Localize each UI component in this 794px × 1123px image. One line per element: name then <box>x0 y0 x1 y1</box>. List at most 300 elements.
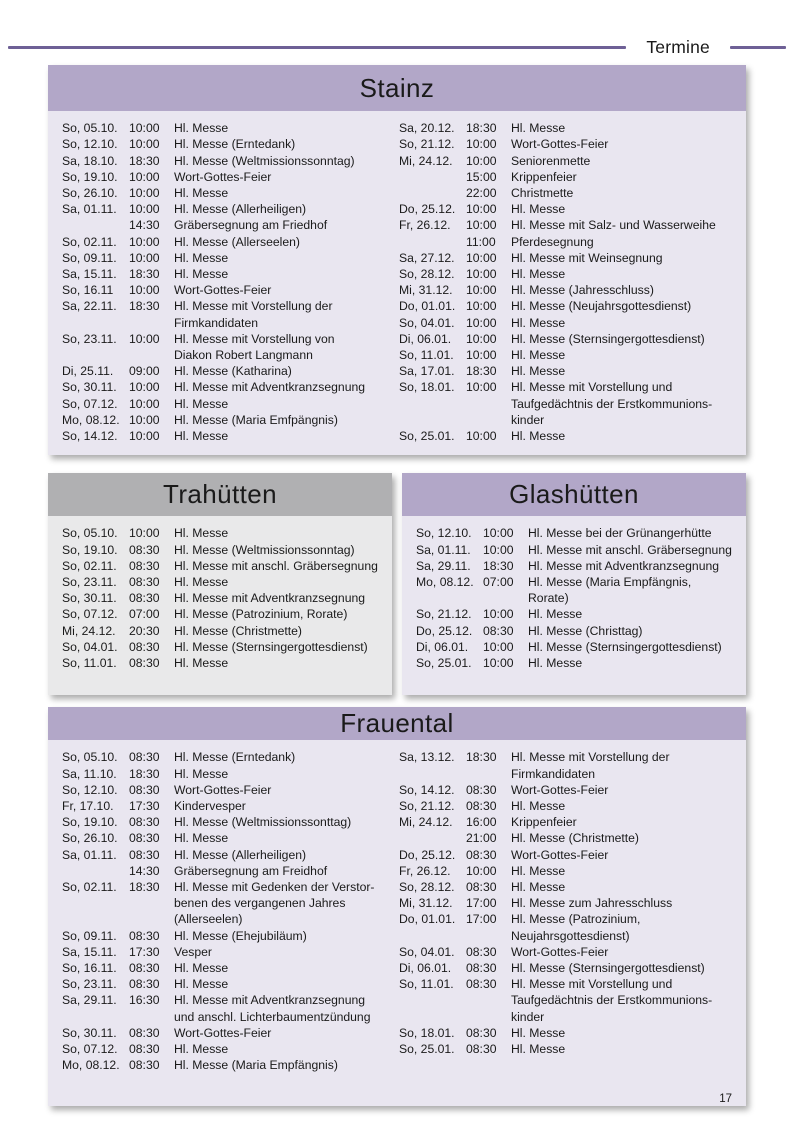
entry-time: 18:30 <box>129 266 160 281</box>
entry-description: Hl. Messe mit Adventkranzsegnung und anschl. Lichterbaumentzündung <box>174 993 371 1024</box>
entry-time: 10:00 <box>466 380 497 395</box>
entry-description: Hl. Messe <box>174 961 229 976</box>
entry-time: 10:00 <box>483 607 514 622</box>
entry-time: 17:30 <box>129 944 160 959</box>
entry-time: 10:00 <box>466 153 497 168</box>
entry-date: Mi, 31.12. <box>399 896 453 911</box>
entry-date: So, 19.10. <box>62 169 118 184</box>
entry-date: So, 05.10. <box>62 121 118 136</box>
entry-description: Hl. Messe <box>174 1042 229 1057</box>
schedule-entry <box>62 217 399 233</box>
entry-time: 18:30 <box>129 299 160 314</box>
entry-date: Mi, 24.12. <box>399 815 453 830</box>
schedule-entry <box>399 798 736 814</box>
schedule-entry <box>416 639 736 655</box>
section-header <box>402 473 746 516</box>
entry-description: Hl. Messe mit Adventkranzsegnung <box>174 380 366 395</box>
entry-time: 10:00 <box>129 137 160 152</box>
entry-date: Sa, 15.11. <box>62 944 117 959</box>
entry-date: So, 16.11 <box>62 283 114 298</box>
entry-description: Hl. Messe (Weltmissionssonntag) <box>174 542 355 557</box>
schedule-column <box>416 525 736 671</box>
page-header-label: Termine <box>646 36 710 57</box>
entry-time: 16:30 <box>129 993 160 1008</box>
entry-date: So, 21.12. <box>399 137 455 152</box>
entry-time: 18:30 <box>483 558 514 573</box>
entry-time: 10:00 <box>466 331 497 346</box>
entry-date: Sa, 17.01. <box>399 364 455 379</box>
entry-time: 10:00 <box>129 526 160 541</box>
entry-description: Hl. Messe <box>511 348 566 362</box>
schedule-entry <box>62 749 399 765</box>
entry-date <box>399 830 466 846</box>
entry-time: 09:00 <box>129 364 160 379</box>
entry-description: Hl. Messe (Weltmissionssonntag) <box>174 153 355 168</box>
schedule-entry <box>399 363 736 379</box>
entry-time: 20:30 <box>129 623 160 638</box>
entry-description: Wort-Gottes-Feier <box>511 847 609 862</box>
entry-description: Hl. Messe <box>528 607 583 622</box>
entry-time: 08:30 <box>129 574 160 589</box>
entry-date: So, 11.01. <box>62 656 117 670</box>
schedule-entry <box>62 863 399 879</box>
schedule-entry <box>399 266 736 282</box>
entry-date: Do, 25.12. <box>399 202 456 217</box>
schedule-entry <box>62 928 399 944</box>
entry-time: 10:00 <box>129 121 160 136</box>
entry-description: Hl. Messe mit Vorstellung der Firmkandidaten <box>174 299 333 330</box>
schedule-entry <box>416 655 736 671</box>
entry-date: So, 18.01. <box>399 380 455 395</box>
entry-description: Vesper <box>174 944 212 959</box>
entry-time: 10:00 <box>129 412 160 427</box>
entry-time: 18:30 <box>129 880 160 894</box>
entry-date: Sa, 22.11. <box>62 299 117 314</box>
entry-description: Pferdesegnung <box>511 234 594 249</box>
section-trahuetten <box>48 473 392 695</box>
schedule-entry <box>62 1041 399 1057</box>
entry-time: 10:00 <box>483 542 514 557</box>
entry-time: 10:00 <box>483 656 514 670</box>
entry-time: 10:00 <box>129 185 160 200</box>
schedule-entry <box>399 863 736 879</box>
entry-date: Di, 25.11. <box>62 364 114 379</box>
entry-time: 10:00 <box>466 250 497 265</box>
entry-description: Hl. Messe mit Adventkranzsegnung <box>174 591 366 606</box>
entry-date <box>399 169 466 185</box>
entry-date: So, 18.01. <box>399 1025 455 1040</box>
schedule-entry <box>62 542 382 558</box>
entry-description: Hl. Messe (Sternsingergottesdienst) <box>511 331 705 346</box>
entry-date: Sa, 15.11. <box>62 266 117 281</box>
entry-time: 15:00 <box>466 169 497 184</box>
entry-time: 10:00 <box>466 429 497 444</box>
entry-date: Di, 06.01. <box>399 331 452 346</box>
schedule-entry <box>62 782 399 798</box>
entry-date: Sa, 20.12. <box>399 121 455 136</box>
entry-description: Hl. Messe (Patrozinium, Neujahrsgottesdienst) <box>511 912 641 943</box>
schedule-entry <box>399 814 736 830</box>
entry-time: 08:30 <box>466 782 497 797</box>
entry-date: So, 11.01. <box>399 977 454 992</box>
schedule-entry <box>62 879 399 928</box>
schedule-entry <box>416 623 736 639</box>
schedule-entry <box>62 814 399 830</box>
entry-time: 10:00 <box>466 202 497 217</box>
entry-description: Wort-Gottes-Feier <box>174 1025 272 1040</box>
entry-date: So, 23.11. <box>62 574 117 589</box>
entry-description: Hl. Messe <box>528 656 583 670</box>
entry-description: Hl. Messe (Erntedank) <box>174 137 296 152</box>
entry-date: So, 23.11. <box>62 977 117 992</box>
entry-description: Wort-Gottes-Feier <box>174 283 272 298</box>
schedule-entry <box>62 847 399 863</box>
schedule-entry <box>62 234 399 250</box>
entry-date <box>62 217 129 233</box>
schedule-entry <box>62 944 399 960</box>
entry-date: So, 07.12. <box>62 1042 118 1057</box>
entry-date: So, 30.11. <box>62 1025 117 1040</box>
schedule-entry <box>416 525 736 541</box>
schedule-entry <box>399 749 736 781</box>
entry-date: So, 28.12. <box>399 880 455 894</box>
entry-date: Sa, 11.10. <box>62 766 117 781</box>
entry-date: So, 14.12. <box>62 429 118 444</box>
schedule-entry <box>62 1057 399 1073</box>
entry-time: 08:30 <box>129 656 160 670</box>
entry-date: So, 09.11. <box>62 250 117 265</box>
entry-time: 08:30 <box>129 1058 160 1073</box>
schedule-entry <box>62 250 399 266</box>
entry-date: Di, 06.01. <box>416 639 469 654</box>
section-title: Stainz <box>359 73 435 103</box>
entry-date: So, 30.11. <box>62 591 117 606</box>
entry-description: Hl. Messe (Neujahrsgottesdienst) <box>511 299 692 314</box>
schedule-entry <box>399 879 736 895</box>
schedule-entry <box>399 234 736 250</box>
schedule-entry <box>62 558 382 574</box>
schedule-entry <box>399 782 736 798</box>
entry-description: Hl. Messe (Weltmissionssonttag) <box>174 815 352 830</box>
entry-date: Sa, 01.11. <box>416 542 471 557</box>
schedule-entry <box>399 428 736 444</box>
section-header <box>48 473 392 516</box>
schedule-entry <box>399 217 736 233</box>
entry-time: 14:30 <box>129 218 160 233</box>
entry-date: Sa, 13.12. <box>399 750 455 765</box>
entry-time: 10:00 <box>483 639 514 654</box>
entry-description: Hl. Messe (Sternsingergottesdienst) <box>511 961 705 976</box>
entry-date: So, 12.10. <box>416 526 472 541</box>
entry-description: Hl. Messe zum Jahresschluss <box>511 896 673 911</box>
schedule-entry <box>62 976 399 992</box>
entry-description: Hl. Messe <box>511 266 566 281</box>
entry-description: Hl. Messe <box>511 315 566 330</box>
entry-date: So, 11.01. <box>399 348 454 362</box>
schedule-entry <box>399 944 736 960</box>
entry-time: 10:00 <box>129 250 160 265</box>
entry-time: 14:30 <box>129 863 160 878</box>
entry-date: Sa, 29.11. <box>62 993 117 1008</box>
schedule-content <box>48 65 746 1123</box>
entry-date: So, 02.11. <box>62 880 117 894</box>
entry-date: Sa, 18.10. <box>62 153 118 168</box>
header-rule-right <box>730 46 786 49</box>
entry-description: Hl. Messe mit Weinsegnung <box>511 250 663 265</box>
schedule-column <box>399 749 736 1095</box>
entry-time: 08:30 <box>129 782 160 797</box>
schedule-entry <box>399 120 736 136</box>
entry-date: So, 04.01. <box>399 315 455 330</box>
entry-description: Hl. Messe (Jahresschluss) <box>511 283 654 298</box>
entry-time: 18:30 <box>129 766 160 781</box>
schedule-entry <box>416 558 736 574</box>
entry-time: 10:00 <box>129 169 160 184</box>
schedule-entry <box>399 169 736 185</box>
entry-date: So, 02.11. <box>62 234 117 249</box>
entry-time: 10:00 <box>466 218 497 233</box>
entry-date: Sa, 01.11. <box>62 202 117 217</box>
entry-time: 08:30 <box>129 831 160 846</box>
entry-description: Hl. Messe <box>174 831 229 846</box>
entry-description: Wort-Gottes-Feier <box>174 782 272 797</box>
entry-date: Fr, 26.12. <box>399 218 451 233</box>
entry-description: Hl. Messe (Allerheiligen) <box>174 202 307 217</box>
schedule-entry <box>62 1025 399 1041</box>
entry-date: Di, 06.01. <box>399 961 452 976</box>
entry-date: Mi, 31.12. <box>399 283 453 298</box>
entry-time: 16:00 <box>466 815 497 830</box>
schedule-column <box>62 749 399 1095</box>
entry-description: Hl. Messe (Sternsingergottesdienst) <box>174 639 368 654</box>
entry-date: Do, 01.01. <box>399 299 456 314</box>
section-stainz <box>48 65 746 455</box>
schedule-column <box>399 120 736 444</box>
entry-description: Wort-Gottes-Feier <box>511 137 609 152</box>
entry-description: Hl. Messe <box>511 364 566 379</box>
schedule-entry <box>399 136 736 152</box>
schedule-entry <box>62 282 399 298</box>
entry-time: 10:00 <box>129 429 160 444</box>
entry-description: Wort-Gottes-Feier <box>511 782 609 797</box>
entry-description: Hl. Messe <box>174 526 229 541</box>
schedule-entry <box>62 185 399 201</box>
entry-time: 10:00 <box>466 299 497 314</box>
entry-time: 08:30 <box>129 591 160 606</box>
entry-date: So, 25.01. <box>416 656 472 670</box>
schedule-entry <box>416 606 736 622</box>
entry-date: So, 05.10. <box>62 750 118 765</box>
section-glashuetten <box>402 473 746 695</box>
entry-description: Hl. Messe <box>511 202 566 217</box>
entry-time: 10:00 <box>129 380 160 395</box>
section-header <box>48 65 746 111</box>
entry-description: Hl. Messe (Maria Empfängnis) <box>174 1058 338 1073</box>
entry-description: Hl. Messe mit Vorstellung der Firmkandidaten <box>511 750 670 781</box>
entry-date: Mo, 08.12. <box>62 1058 120 1073</box>
entry-description: Gräbersegnung am Freidhof <box>174 863 328 878</box>
schedule-entry <box>399 960 736 976</box>
schedule-entry <box>62 120 399 136</box>
entry-description: Hl. Messe <box>174 574 229 589</box>
entry-date: So, 19.10. <box>62 542 118 557</box>
section-frauental <box>48 707 746 1106</box>
entry-description: Hl. Messe mit anschl. Gräbersegnung <box>174 558 378 573</box>
entry-time: 08:30 <box>129 1025 160 1040</box>
entry-time: 10:00 <box>466 348 497 362</box>
entry-date: So, 16.11. <box>62 961 117 976</box>
schedule-entry <box>62 960 399 976</box>
entry-time: 18:30 <box>466 121 497 136</box>
schedule-entry <box>399 153 736 169</box>
schedule-entry <box>399 1041 736 1057</box>
entry-date: Mo, 08.12. <box>416 574 474 589</box>
schedule-entry <box>399 347 736 363</box>
entry-time: 10:00 <box>129 331 160 346</box>
schedule-entry <box>62 379 399 395</box>
schedule-entry <box>62 525 382 541</box>
entry-date: Mi, 24.12. <box>399 153 453 168</box>
entry-description: Hl. Messe mit Gedenken der Verstor- benen des vergangenen Jahres (Allerseelen) <box>174 880 375 927</box>
entry-description: Hl. Messe <box>174 656 229 670</box>
section-title: Glashütten <box>509 479 639 510</box>
entry-description: Hl. Messe (Christmette) <box>174 623 302 638</box>
schedule-entry <box>399 201 736 217</box>
header-rule-left <box>8 46 626 49</box>
entry-date: So, 14.12. <box>399 782 455 797</box>
half-panels-row <box>48 473 746 695</box>
entry-date: So, 21.12. <box>399 798 455 813</box>
entry-description: Hl. Messe mit anschl. Gräbersegnung <box>528 542 732 557</box>
entry-time: 10:00 <box>466 266 497 281</box>
section-title: Trahütten <box>163 479 277 510</box>
entry-date: So, 04.01. <box>62 639 118 654</box>
entry-description: Hl. Messe (Patrozinium, Rorate) <box>174 607 348 622</box>
entry-time: 10:00 <box>129 283 160 298</box>
schedule-entry <box>62 136 399 152</box>
entry-time: 08:30 <box>466 847 497 862</box>
entry-description: Hl. Messe (Allerheiligen) <box>174 847 307 862</box>
entry-time: 08:30 <box>466 944 497 959</box>
schedule-column <box>62 525 382 671</box>
entry-description: Hl. Messe <box>174 977 229 992</box>
entry-time: 08:30 <box>129 542 160 557</box>
entry-time: 07:00 <box>483 574 514 589</box>
schedule-entry <box>62 266 399 282</box>
entry-description: Hl. Messe mit Adventkranzsegnung <box>528 558 720 573</box>
schedule-entry <box>62 428 399 444</box>
schedule-entry <box>62 331 399 363</box>
entry-description: Hl. Messe <box>511 429 566 444</box>
entry-date: So, 04.01. <box>399 944 455 959</box>
entry-time: 17:30 <box>129 798 160 813</box>
entry-time: 08:30 <box>466 1042 497 1057</box>
entry-date: Fr, 26.12. <box>399 863 451 878</box>
entry-date: So, 28.12. <box>399 266 455 281</box>
entry-date: So, 30.11. <box>62 380 117 395</box>
entry-description: Christmette <box>511 185 574 200</box>
entry-time: 08:30 <box>129 750 160 765</box>
entry-time: 08:30 <box>466 798 497 813</box>
entry-date: So, 12.10. <box>62 137 118 152</box>
entry-time: 22:00 <box>466 185 497 200</box>
section-body <box>48 740 746 1106</box>
schedule-entry <box>62 412 399 428</box>
entry-description: Krippenfeier <box>511 815 577 830</box>
entry-time: 08:30 <box>129 977 160 992</box>
entry-date <box>62 863 129 879</box>
entry-description: Wort-Gottes-Feier <box>511 944 609 959</box>
entry-time: 08:30 <box>129 815 160 830</box>
entry-date: So, 12.10. <box>62 782 118 797</box>
entry-description: Hl. Messe <box>174 429 229 444</box>
schedule-entry <box>399 830 736 846</box>
entry-date: Do, 25.12. <box>399 847 456 862</box>
entry-description: Hl. Messe (Sternsingergottesdienst) <box>528 639 722 654</box>
schedule-entry <box>62 153 399 169</box>
entry-date: So, 26.10. <box>62 831 118 846</box>
entry-description: Kindervesper <box>174 798 246 813</box>
entry-date: So, 07.12. <box>62 607 118 622</box>
entry-time: 08:30 <box>129 558 160 573</box>
entry-description: Wort-Gottes-Feier <box>174 169 272 184</box>
entry-description: Hl. Messe <box>174 185 229 200</box>
schedule-entry <box>399 282 736 298</box>
entry-description: Hl. Messe (Maria Empfängnis, Rorate) <box>528 574 692 606</box>
entry-date: Sa, 01.11. <box>62 847 117 862</box>
entry-date: So, 21.12. <box>416 607 472 622</box>
schedule-entry <box>399 379 736 428</box>
entry-time: 08:30 <box>466 961 497 976</box>
entry-time: 10:00 <box>129 202 160 217</box>
entry-description: Hl. Messe (Erntedank) <box>174 750 296 765</box>
schedule-entry <box>62 655 382 671</box>
entry-date: Mo, 08.12. <box>62 412 120 427</box>
schedule-entry <box>62 298 399 330</box>
schedule-entry <box>62 830 399 846</box>
entry-description: Hl. Messe mit Vorstellung von Diakon Robert Langmann <box>174 331 335 362</box>
schedule-entry <box>62 590 382 606</box>
schedule-entry <box>62 169 399 185</box>
entry-date: So, 02.11. <box>62 558 117 573</box>
entry-date: So, 26.10. <box>62 185 118 200</box>
entry-time: 08:30 <box>466 977 497 992</box>
schedule-entry <box>62 623 382 639</box>
schedule-entry <box>62 363 399 379</box>
schedule-entry <box>399 315 736 331</box>
schedule-entry <box>62 574 382 590</box>
schedule-entry <box>416 574 736 606</box>
entry-date: So, 25.01. <box>399 429 455 444</box>
entry-time: 08:30 <box>129 1042 160 1057</box>
entry-time: 10:00 <box>466 283 497 298</box>
schedule-entry <box>62 396 399 412</box>
entry-date: So, 19.10. <box>62 815 118 830</box>
entry-description: Hl. Messe (Maria Emfpängnis) <box>174 412 338 427</box>
entry-description: Hl. Messe <box>174 766 229 781</box>
entry-description: Hl. Messe <box>511 1042 566 1057</box>
entry-date: Mi, 24.12. <box>62 623 116 638</box>
entry-date <box>399 185 466 201</box>
entry-time: 21:00 <box>466 831 497 846</box>
entry-description: Gräbersegnung am Friedhof <box>174 218 328 233</box>
schedule-entry <box>416 542 736 558</box>
page-number: 17 <box>719 1093 732 1105</box>
entry-time: 10:00 <box>466 863 497 878</box>
schedule-entry <box>62 201 399 217</box>
entry-time: 08:30 <box>129 961 160 976</box>
entry-description: Hl. Messe <box>511 121 566 136</box>
